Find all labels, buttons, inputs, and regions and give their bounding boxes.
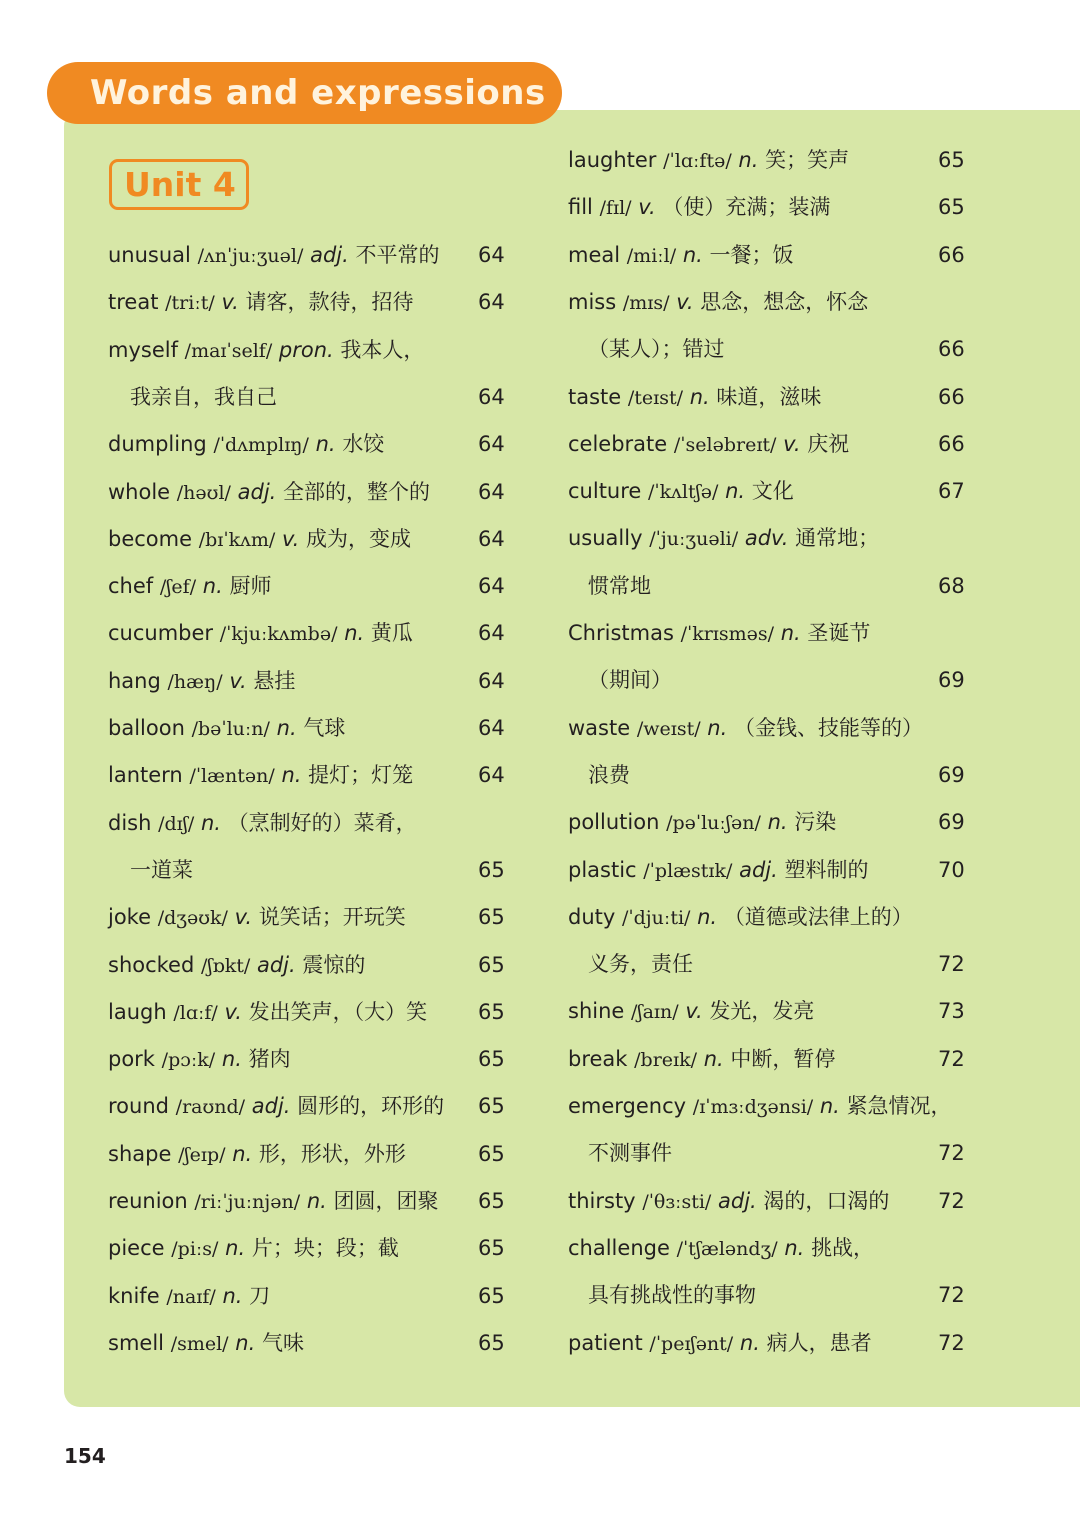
vocab-page-ref: 65 bbox=[478, 999, 505, 1024]
vocab-word: culture bbox=[568, 479, 642, 504]
vocab-meaning: 病人，患者 bbox=[766, 1330, 872, 1355]
vocab-page-ref: 66 bbox=[938, 384, 965, 409]
vocab-entry bbox=[108, 1042, 291, 1076]
vocab-meaning: （金钱、技能等的） bbox=[733, 715, 923, 740]
vocab-entry bbox=[568, 427, 849, 461]
vocab-meaning: 具有挑战性的事物 bbox=[588, 1283, 756, 1308]
vocab-word: myself bbox=[108, 337, 178, 362]
vocab-part-of-speech: v. bbox=[783, 431, 801, 456]
vocab-word: joke bbox=[108, 905, 152, 930]
vocab-phonetic: /ˈtʃæləndʒ/ bbox=[676, 1237, 778, 1260]
vocab-phonetic: /ˈplæstɪk/ bbox=[643, 859, 733, 882]
vocab-entry bbox=[108, 948, 365, 982]
vocab-phonetic: /lɑːf/ bbox=[173, 1001, 218, 1024]
vocab-meaning: 片；块；段；截 bbox=[251, 1236, 399, 1261]
vocab-entry-continuation bbox=[588, 1136, 672, 1170]
vocab-part-of-speech: n. bbox=[202, 574, 223, 599]
vocab-word: laughter bbox=[568, 148, 657, 172]
vocab-word: smell bbox=[108, 1330, 164, 1355]
vocab-part-of-speech: n. bbox=[315, 432, 336, 457]
vocab-meaning: 味道，滋味 bbox=[716, 384, 822, 409]
vocab-word: meal bbox=[568, 242, 621, 267]
vocab-word: reunion bbox=[108, 1189, 188, 1213]
vocab-part-of-speech: adv. bbox=[744, 526, 789, 551]
vocab-phonetic: /bəˈluːn/ bbox=[191, 718, 270, 740]
vocab-meaning: （期间） bbox=[588, 668, 672, 693]
vocab-word: treat bbox=[108, 290, 159, 315]
vocab-part-of-speech: v. bbox=[221, 290, 239, 315]
vocab-part-of-speech: n. bbox=[780, 621, 801, 645]
vocab-part-of-speech: n. bbox=[767, 810, 788, 835]
vocab-page-ref: 65 bbox=[938, 148, 965, 172]
vocab-part-of-speech: pron. bbox=[278, 337, 334, 362]
vocab-entry bbox=[568, 1042, 835, 1076]
vocab-phonetic: /ˈjuːʒuəli/ bbox=[649, 528, 739, 551]
vocab-part-of-speech: n. bbox=[232, 1141, 253, 1166]
vocab-part-of-speech: n. bbox=[689, 384, 710, 409]
vocab-word: thirsty bbox=[568, 1188, 636, 1213]
vocab-page-ref: 72 bbox=[938, 1046, 965, 1071]
vocab-entry bbox=[108, 475, 430, 509]
vocab-word: knife bbox=[108, 1283, 160, 1308]
vocab-meaning: （使）充满；装满 bbox=[662, 195, 831, 220]
vocab-meaning: 惯常地 bbox=[588, 573, 651, 598]
vocab-meaning: 提灯；灯笼 bbox=[308, 763, 414, 788]
vocab-part-of-speech: n. bbox=[221, 1047, 242, 1072]
vocab-meaning: 塑料制的 bbox=[784, 857, 869, 882]
vocab-meaning: 不平常的 bbox=[355, 243, 440, 267]
vocab-entry bbox=[568, 521, 879, 555]
vocab-entry bbox=[108, 333, 424, 367]
vocab-entry bbox=[568, 994, 814, 1028]
vocab-meaning: 义务，责任 bbox=[588, 952, 693, 977]
vocab-entry bbox=[568, 711, 923, 745]
vocab-entry bbox=[108, 238, 439, 272]
vocab-word: dumpling bbox=[108, 432, 207, 457]
vocab-meaning: 文化 bbox=[751, 479, 794, 504]
vocab-entry-continuation bbox=[588, 332, 725, 366]
vocab-entry bbox=[568, 380, 821, 414]
vocab-entry-continuation bbox=[588, 663, 672, 697]
vocab-part-of-speech: n. bbox=[697, 904, 718, 929]
vocab-phonetic: /teɪst/ bbox=[627, 386, 684, 409]
vocab-entry bbox=[568, 285, 868, 319]
vocab-word: emergency bbox=[568, 1094, 687, 1118]
vocab-entry bbox=[108, 285, 414, 319]
vocab-meaning: 中断，暂停 bbox=[730, 1046, 836, 1071]
vocab-page-ref: 66 bbox=[938, 431, 965, 456]
vocab-meaning: 不测事件 bbox=[588, 1141, 672, 1166]
vocab-entry bbox=[568, 190, 830, 224]
vocab-entry bbox=[568, 1184, 889, 1218]
vocab-entry bbox=[108, 1231, 399, 1265]
vocab-part-of-speech: n. bbox=[344, 621, 365, 646]
vocab-phonetic: /ˈpeɪʃənt/ bbox=[649, 1332, 734, 1355]
vocab-entry bbox=[568, 1231, 874, 1265]
vocab-entry bbox=[108, 900, 406, 934]
vocab-word: round bbox=[108, 1094, 169, 1119]
vocab-entry bbox=[568, 1326, 872, 1360]
vocab-meaning: 气味 bbox=[261, 1330, 304, 1355]
vocab-meaning: 厨师 bbox=[229, 574, 272, 599]
vocab-meaning: 黄瓜 bbox=[370, 621, 413, 646]
vocab-part-of-speech: v. bbox=[685, 999, 703, 1024]
page-number: 154 bbox=[64, 1444, 106, 1468]
vocab-page-ref: 65 bbox=[938, 195, 965, 220]
vocab-part-of-speech: v. bbox=[676, 289, 694, 314]
vocab-phonetic: /ˈdjuːti/ bbox=[622, 906, 691, 929]
vocab-page-ref: 69 bbox=[938, 668, 965, 693]
vocab-meaning: 悬挂 bbox=[253, 668, 296, 693]
vocab-part-of-speech: n. bbox=[725, 479, 746, 504]
vocab-page-ref: 66 bbox=[938, 242, 965, 267]
vocab-word: waste bbox=[568, 715, 631, 740]
vocab-entry bbox=[568, 853, 868, 887]
vocab-phonetic: /ˈkjuːkʌmbə/ bbox=[219, 623, 338, 646]
vocab-page-ref: 64 bbox=[478, 432, 505, 457]
vocab-word: chef bbox=[108, 574, 154, 599]
section-title: Words and expressions bbox=[90, 73, 546, 113]
vocab-page-ref: 64 bbox=[478, 526, 505, 551]
vocab-word: patient bbox=[568, 1330, 643, 1355]
vocab-page-ref: 72 bbox=[938, 1141, 965, 1166]
vocab-part-of-speech: n. bbox=[225, 1236, 246, 1261]
vocab-page-ref: 65 bbox=[478, 1330, 505, 1355]
vocab-part-of-speech: adj. bbox=[718, 1188, 757, 1213]
vocab-entry-continuation bbox=[130, 380, 277, 414]
vocab-page-ref: 65 bbox=[478, 1283, 505, 1308]
vocab-meaning: 圆形的，环形的 bbox=[297, 1094, 445, 1119]
vocab-meaning: 我本人， bbox=[340, 337, 425, 362]
vocab-word: duty bbox=[568, 904, 616, 929]
vocab-word: whole bbox=[108, 479, 171, 504]
vocab-word: fill bbox=[568, 195, 593, 220]
vocab-entry bbox=[568, 143, 849, 177]
vocab-word: pork bbox=[108, 1047, 155, 1072]
vocab-entry bbox=[568, 805, 836, 839]
vocab-entry bbox=[568, 474, 794, 508]
vocab-part-of-speech: adj. bbox=[237, 479, 277, 504]
vocab-page-ref: 64 bbox=[478, 290, 505, 315]
vocab-word: Christmas bbox=[568, 621, 674, 645]
vocab-part-of-speech: n. bbox=[276, 716, 297, 740]
vocab-page-ref: 73 bbox=[938, 999, 965, 1024]
vocab-meaning: 发光，发亮 bbox=[709, 999, 815, 1024]
vocab-phonetic: /ˈlɑːftə/ bbox=[663, 150, 732, 172]
vocab-phonetic: /pɔːk/ bbox=[161, 1049, 216, 1072]
vocab-phonetic: /ˈlæntən/ bbox=[189, 765, 275, 788]
vocab-phonetic: /riːˈjuːnjən/ bbox=[194, 1191, 301, 1213]
vocab-part-of-speech: n. bbox=[235, 1330, 256, 1355]
vocab-entry bbox=[568, 616, 870, 650]
vocab-entry bbox=[108, 522, 411, 556]
vocab-meaning: 渴的，口渴的 bbox=[763, 1188, 890, 1213]
vocab-phonetic: /ˈdʌmplɪŋ/ bbox=[213, 434, 309, 457]
vocab-entry bbox=[108, 1089, 444, 1123]
vocab-entry bbox=[108, 711, 345, 745]
vocab-entry bbox=[108, 569, 271, 603]
vocab-phonetic: /hæŋ/ bbox=[167, 670, 223, 693]
vocab-phonetic: /ˈθɜːsti/ bbox=[642, 1190, 712, 1213]
vocab-meaning: 猪肉 bbox=[248, 1047, 291, 1072]
vocab-phonetic: /ˈkʌltʃə/ bbox=[648, 481, 719, 504]
vocab-word: plastic bbox=[568, 857, 637, 882]
vocab-page-ref: 65 bbox=[478, 857, 505, 882]
vocab-entry bbox=[568, 1089, 952, 1123]
vocab-page-ref: 72 bbox=[938, 1188, 965, 1213]
vocab-page-ref: 69 bbox=[938, 810, 965, 835]
vocab-meaning: 震惊的 bbox=[302, 952, 366, 977]
vocab-phonetic: /ˈseləbreɪt/ bbox=[673, 433, 777, 456]
vocab-part-of-speech: n. bbox=[738, 148, 759, 172]
vocab-phonetic: /ˈkrɪsməs/ bbox=[680, 623, 775, 645]
vocab-meaning: 气球 bbox=[303, 716, 346, 740]
vocab-word: shocked bbox=[108, 952, 195, 977]
vocab-meaning: 水饺 bbox=[342, 432, 385, 457]
vocab-page-ref: 64 bbox=[478, 384, 505, 409]
vocab-phonetic: /ɪˈmɜːdʒənsi/ bbox=[692, 1096, 814, 1118]
vocab-part-of-speech: n. bbox=[739, 1330, 760, 1355]
vocab-part-of-speech: v. bbox=[281, 526, 300, 551]
vocab-part-of-speech: adj. bbox=[739, 857, 778, 882]
vocab-page-ref: 65 bbox=[478, 905, 505, 930]
vocab-word: celebrate bbox=[568, 431, 668, 456]
vocab-part-of-speech: v. bbox=[234, 905, 253, 930]
vocab-meaning: 通常地； bbox=[795, 526, 880, 551]
vocab-word: become bbox=[108, 526, 193, 551]
vocab-part-of-speech: adj. bbox=[251, 1094, 291, 1119]
vocab-page-ref: 72 bbox=[938, 1283, 965, 1308]
vocab-entry bbox=[108, 427, 384, 461]
vocab-phonetic: /mɪs/ bbox=[622, 291, 670, 314]
vocab-part-of-speech: n. bbox=[281, 763, 302, 788]
vocab-part-of-speech: n. bbox=[784, 1235, 805, 1260]
vocab-word: hang bbox=[108, 668, 161, 693]
vocab-part-of-speech: n. bbox=[306, 1189, 327, 1213]
vocab-part-of-speech: v. bbox=[638, 195, 656, 220]
vocab-word: usually bbox=[568, 526, 643, 551]
vocab-page-ref: 65 bbox=[478, 952, 505, 977]
vocab-word: balloon bbox=[108, 716, 185, 740]
vocab-phonetic: /dʒəʊk/ bbox=[157, 907, 228, 930]
vocab-part-of-speech: adj. bbox=[256, 952, 296, 977]
vocab-meaning: 请客，款待，招待 bbox=[245, 290, 414, 315]
vocab-phonetic: /bɪˈkʌm/ bbox=[198, 528, 276, 551]
vocab-meaning: 我亲自，我自己 bbox=[130, 384, 277, 409]
vocab-meaning: 发出笑声，（大）笑 bbox=[248, 999, 428, 1024]
vocab-word: dish bbox=[108, 810, 152, 835]
vocab-entry bbox=[108, 1326, 304, 1360]
vocab-meaning: 笑；笑声 bbox=[765, 148, 850, 172]
vocab-phonetic: /ʌnˈjuːʒuəl/ bbox=[197, 245, 304, 267]
vocab-meaning: 浪费 bbox=[588, 762, 630, 787]
vocab-meaning: 污染 bbox=[794, 810, 837, 835]
vocab-entry bbox=[108, 616, 413, 650]
vocab-part-of-speech: n. bbox=[222, 1283, 243, 1308]
vocab-page-ref: 70 bbox=[938, 857, 965, 882]
vocab-meaning: 圣诞节 bbox=[807, 621, 871, 645]
vocab-page-ref: 72 bbox=[938, 952, 965, 977]
vocab-page-ref: 72 bbox=[938, 1330, 965, 1355]
vocab-page-ref: 66 bbox=[938, 337, 965, 362]
vocab-entry-continuation bbox=[588, 947, 693, 981]
vocab-phonetic: /triːt/ bbox=[165, 292, 215, 315]
vocab-word: lantern bbox=[108, 763, 183, 788]
vocab-part-of-speech: adj. bbox=[310, 243, 349, 267]
vocab-entry bbox=[568, 900, 913, 934]
vocab-meaning: 成为，变成 bbox=[306, 526, 412, 551]
vocab-phonetic: /raʊnd/ bbox=[175, 1096, 246, 1119]
vocab-entry-continuation bbox=[588, 758, 630, 792]
vocab-word: piece bbox=[108, 1236, 165, 1261]
vocab-page-ref: 67 bbox=[938, 479, 965, 504]
vocab-entry-continuation bbox=[130, 853, 193, 887]
vocab-phonetic: /maɪˈself/ bbox=[184, 339, 273, 362]
vocab-part-of-speech: n. bbox=[682, 242, 703, 267]
vocab-part-of-speech: n. bbox=[201, 810, 221, 835]
vocab-page-ref: 65 bbox=[478, 1236, 505, 1261]
vocab-meaning: （烹制好的）菜肴， bbox=[227, 810, 417, 835]
vocab-word: challenge bbox=[568, 1235, 670, 1260]
vocab-page-ref: 65 bbox=[478, 1141, 505, 1166]
vocab-page-ref: 64 bbox=[478, 668, 505, 693]
vocab-entry bbox=[108, 806, 417, 840]
vocab-part-of-speech: v. bbox=[224, 999, 242, 1024]
vocab-phonetic: /weɪst/ bbox=[636, 717, 701, 740]
vocab-meaning: （某人）；错过 bbox=[588, 337, 725, 362]
vocab-page-ref: 64 bbox=[478, 243, 505, 267]
vocab-word: miss bbox=[568, 289, 617, 314]
vocab-phonetic: /pəˈluːʃən/ bbox=[666, 812, 761, 835]
vocab-entry-continuation bbox=[588, 569, 651, 603]
vocab-phonetic: /naɪf/ bbox=[166, 1285, 216, 1308]
vocab-entry bbox=[108, 995, 427, 1029]
vocab-page-ref: 65 bbox=[478, 1047, 505, 1072]
vocab-page-ref: 64 bbox=[478, 574, 505, 599]
vocab-meaning: 思念，想念，怀念 bbox=[700, 289, 869, 314]
vocab-entry bbox=[108, 664, 295, 698]
vocab-phonetic: /breɪk/ bbox=[634, 1048, 698, 1071]
vocab-entry bbox=[108, 758, 413, 792]
vocab-part-of-speech: n. bbox=[819, 1094, 840, 1118]
vocab-word: shape bbox=[108, 1141, 172, 1166]
vocab-page-ref: 64 bbox=[478, 621, 505, 646]
vocab-meaning: 团圆，团聚 bbox=[333, 1189, 439, 1213]
vocab-entry-continuation bbox=[588, 1278, 756, 1312]
vocab-part-of-speech: n. bbox=[707, 715, 728, 740]
vocab-phonetic: /dɪʃ/ bbox=[158, 812, 195, 835]
vocab-entry bbox=[568, 238, 794, 272]
vocab-word: taste bbox=[568, 384, 622, 409]
vocab-phonetic: /ʃeɪp/ bbox=[178, 1143, 226, 1166]
vocab-page-ref: 64 bbox=[478, 716, 505, 740]
vocab-meaning: 挑战， bbox=[811, 1235, 875, 1260]
vocab-word: unusual bbox=[108, 243, 191, 267]
vocab-phonetic: /həʊl/ bbox=[176, 481, 231, 504]
vocab-meaning: 形，形状，外形 bbox=[258, 1141, 406, 1166]
vocab-meaning: 庆祝 bbox=[807, 431, 850, 456]
vocab-word: pollution bbox=[568, 810, 660, 835]
vocab-meaning: 全部的，整个的 bbox=[283, 479, 431, 504]
vocab-phonetic: /piːs/ bbox=[171, 1238, 219, 1261]
vocab-entry bbox=[108, 1137, 406, 1171]
vocab-word: break bbox=[568, 1046, 628, 1071]
vocab-meaning: 说笑话；开玩笑 bbox=[258, 905, 406, 930]
unit-label: Unit 4 bbox=[124, 165, 236, 204]
vocab-meaning: 刀 bbox=[249, 1283, 271, 1308]
vocab-phonetic: /ʃɒkt/ bbox=[201, 954, 251, 977]
vocab-meaning: 紧急情况， bbox=[846, 1094, 952, 1118]
vocab-word: laugh bbox=[108, 999, 167, 1024]
vocab-meaning: 一餐；饭 bbox=[709, 242, 794, 267]
vocab-phonetic: /ʃaɪn/ bbox=[631, 1001, 679, 1024]
vocab-entry bbox=[108, 1184, 439, 1218]
vocab-part-of-speech: n. bbox=[703, 1046, 724, 1071]
vocab-entry bbox=[108, 1279, 270, 1313]
vocab-page-ref: 65 bbox=[478, 1094, 505, 1119]
vocab-part-of-speech: v. bbox=[229, 668, 247, 693]
vocab-meaning: （道德或法律上的） bbox=[723, 904, 913, 929]
vocab-phonetic: /smel/ bbox=[170, 1332, 229, 1355]
vocab-phonetic: /ʃef/ bbox=[159, 576, 197, 599]
vocab-word: cucumber bbox=[108, 621, 214, 646]
vocab-page-ref: 69 bbox=[938, 762, 965, 787]
vocab-page-ref: 64 bbox=[478, 763, 505, 788]
vocab-word: shine bbox=[568, 999, 625, 1024]
vocab-phonetic: /miːl/ bbox=[626, 244, 677, 267]
vocab-meaning: 一道菜 bbox=[130, 857, 193, 882]
vocab-page-ref: 64 bbox=[478, 479, 505, 504]
vocab-phonetic: /fɪl/ bbox=[599, 197, 632, 220]
vocab-page-ref: 65 bbox=[478, 1189, 505, 1213]
vocab-page-ref: 68 bbox=[938, 573, 965, 598]
